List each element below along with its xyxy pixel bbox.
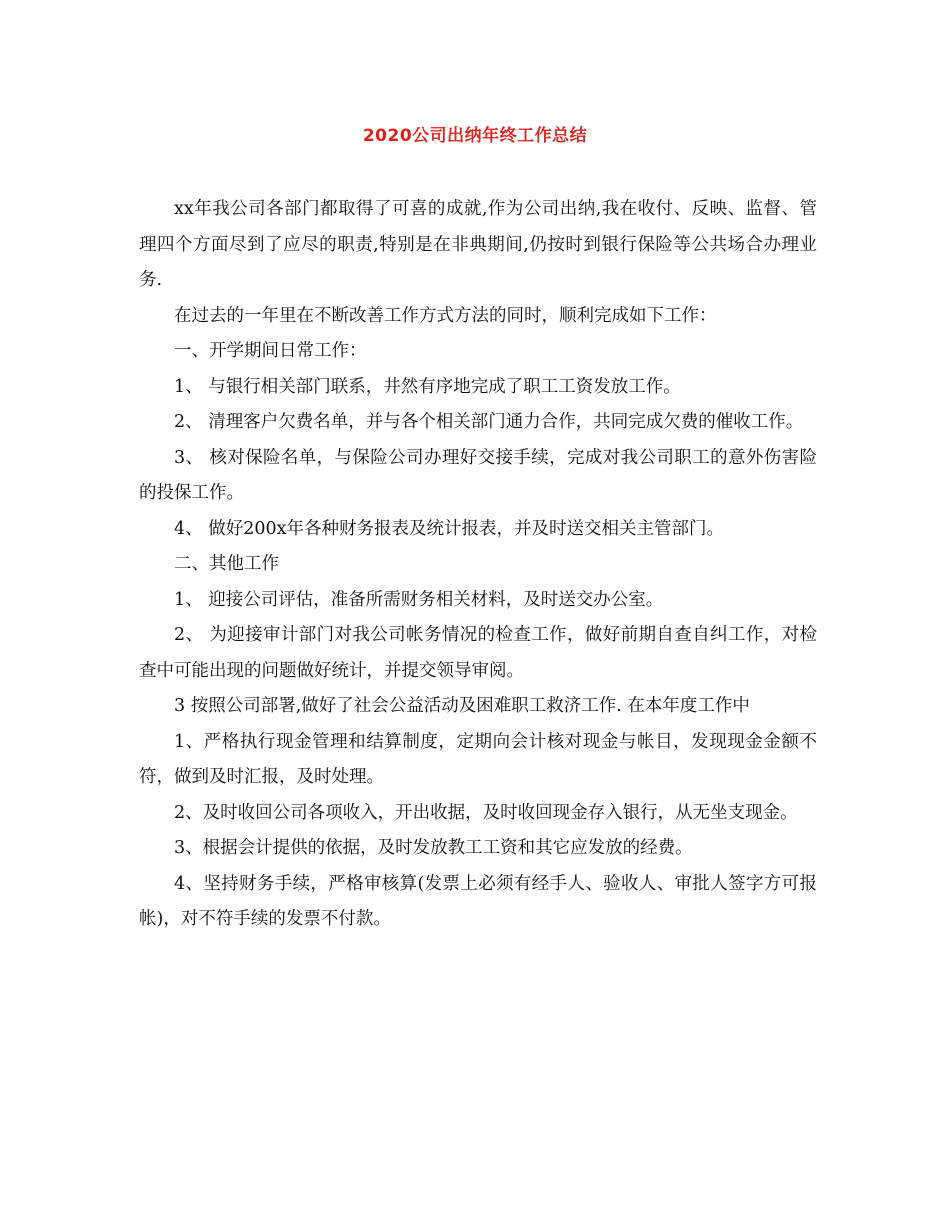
- list-item: 2、 清理客户欠费名单，并与各个相关部门通力合作，共同完成欠费的催收工作。: [174, 412, 804, 432]
- list-item: 1、严格执行现金管理和结算制度，定期向会计核对现金与帐目，发现现金金额不符，做到及时汇报，及时处理。: [139, 731, 817, 787]
- list-item: 2、及时收回公司各项收入，开出收据，及时收回现金存入银行，从无坐支现金。: [174, 802, 798, 823]
- document-body: [139, 192, 817, 938]
- list-item: 3 按照公司部署,做好了社会公益活动及困难职工救济工作. 在本年度工作中: [174, 696, 750, 716]
- list-item: 1、 迎接公司评估，准备所需财务相关材料，及时送交办公室。: [174, 589, 664, 610]
- list-item: 4、坚持财务手续，严格审核算(发票上必须有经手人、验收人、审批人签字方可报帐)，对不符手续的发票不付款。: [139, 873, 817, 929]
- paragraph-intro: xx年我公司各部门都取得了可喜的成就,作为公司出纳,我在收付、反映、监督、管理四个方面尽到了应尽的职责,特别是在非典期间,仍按时到银行保险等公共场合办理业务.: [139, 199, 817, 290]
- section-heading-other-work: 二、其他工作: [174, 554, 279, 574]
- list-item: 2、 为迎接审计部门对我公司帐务情况的检查工作，做好前期自查自纠工作，对检查中可能出现的问题做好统计，并提交领导审阅。: [139, 625, 817, 681]
- document-title: 2020公司出纳年终工作总结: [362, 126, 588, 146]
- section-heading-daily-work: 一、开学期间日常工作：: [174, 341, 367, 361]
- list-item: 1、 与银行相关部门联系，井然有序地完成了职工工资发放工作。: [174, 376, 681, 397]
- list-item: 3、根据会计提供的依据，及时发放教工工资和其它应发放的经费。: [174, 838, 693, 858]
- list-item: 3、 核对保险名单，与保险公司办理好交接手续，完成对我公司职工的意外伤害险的投保工作。: [139, 447, 817, 503]
- list-item: 4、 做好200x年各种财务报表及统计报表，并及时送交相关主管部门。: [174, 518, 724, 539]
- paragraph-summary-lead: 在过去的一年里在不断改善工作方式方法的同时，顺利完成如下工作：: [174, 305, 717, 326]
